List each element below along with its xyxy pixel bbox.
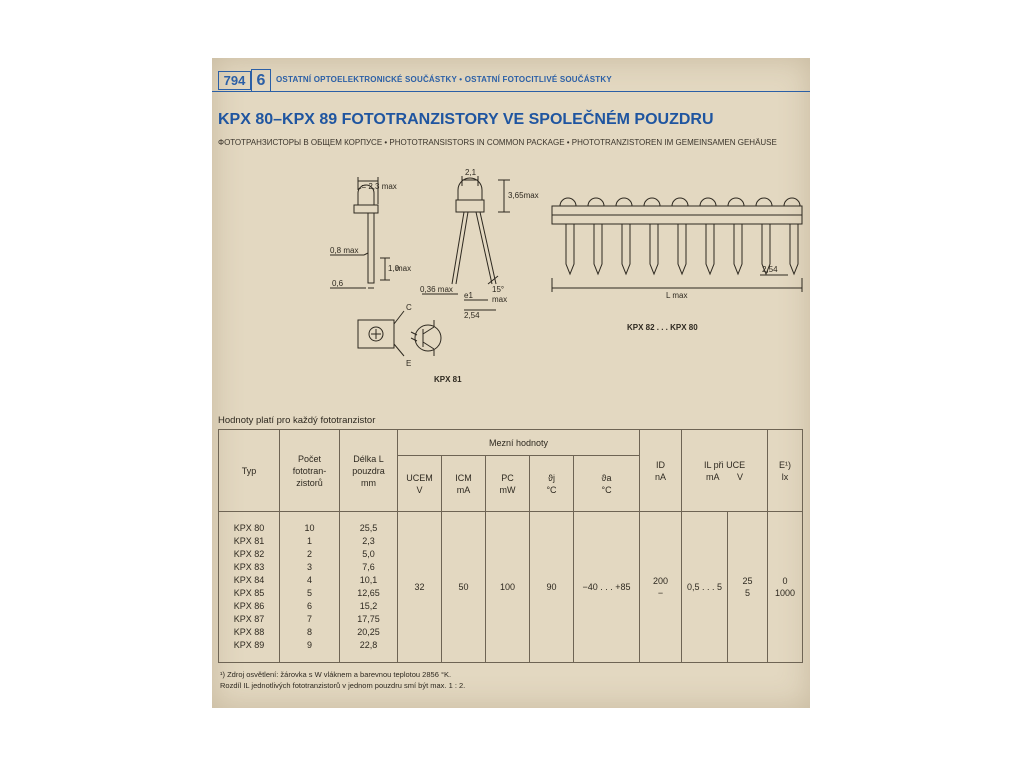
count-row: 9 [306, 639, 312, 650]
il-value: 0,5 . . . 5 [682, 512, 728, 663]
page-title: KPX 80–KPX 89 FOTOTRANZISTORY VE SPOLEČNÉM POUZDRU [218, 111, 714, 128]
header-icm: ICM mA [442, 456, 486, 512]
type-row: KPX 84 [233, 575, 265, 586]
dim-08: 0,8 max [330, 246, 359, 255]
count-row: 4 [306, 575, 312, 586]
count-row: 10 [304, 523, 315, 534]
count-row: 7 [306, 613, 312, 624]
length-row: 12,65 [357, 588, 380, 598]
header-il: IL při UCE mA V [682, 430, 768, 512]
header-id: ID nA [640, 430, 682, 512]
counts-cell [280, 512, 340, 663]
front-view-body [456, 200, 484, 212]
side-view-body [354, 205, 378, 213]
dim-21: 2,1 [465, 168, 477, 177]
dim-15-max: max [492, 295, 508, 304]
footnote [220, 669, 465, 691]
count-row: 3 [306, 562, 312, 573]
count-row: 2 [306, 549, 312, 560]
dim-036: 0,36 max [420, 285, 453, 294]
header-ucem: UCEM V [398, 456, 442, 512]
header-pc: PC mW [486, 456, 530, 512]
array-elements [560, 198, 800, 274]
count-row: 8 [306, 626, 312, 637]
length-row: 10,1 [359, 575, 378, 586]
icm-value: 50 [442, 512, 486, 663]
dim-L: L= 2,3 max [357, 182, 397, 191]
header-e: E¹) lx [768, 430, 803, 512]
transistor-symbol [415, 325, 441, 351]
header-mezni-hodnoty: Mezní hodnoty [398, 430, 640, 456]
side-view-lead [368, 213, 374, 283]
count-row: 1 [306, 536, 312, 547]
table-note: Hodnoty platí pro každý fototranzistor [218, 415, 376, 426]
running-head: OSTATNÍ OPTOELEKTRONICKÉ SOUČÁSTKY • OSTATNÍ FOTOCITLIVÉ SOUČÁSTKY [276, 75, 612, 84]
type-row: KPX 83 [233, 562, 265, 573]
tj-value: 90 [530, 512, 574, 663]
dim-06: 0,6 [332, 279, 344, 288]
length-row: 5,0 [362, 549, 375, 560]
uce-value: 25 5 [728, 512, 768, 663]
header-delka: Délka L pouzdra mm [340, 430, 398, 512]
section-number: 6 [251, 69, 271, 92]
type-row: KPX 87 [233, 613, 265, 624]
type-row: KPX 88 [233, 626, 265, 637]
count-row: 5 [306, 588, 312, 598]
dim-Lmax: L max [666, 291, 688, 300]
type-row: KPX 89 [233, 639, 265, 650]
dim-254-array: 2,54 [762, 265, 778, 274]
length-row: 22,8 [359, 639, 378, 650]
footnote-line-1: ¹) Zdroj osvětlení: žárovka s W vláknem a barevnou teplotou 2856 °K. [220, 670, 452, 679]
type-row: KPX 82 [233, 549, 265, 560]
ta-value: −40 . . . +85 [574, 512, 640, 663]
spec-table [218, 429, 803, 663]
e-value: 0 1000 [768, 512, 803, 663]
dim-365: 3,65max [508, 191, 539, 200]
lengths-cell [340, 512, 398, 663]
pin-label-c: C [406, 303, 412, 312]
type-row: KPX 81 [233, 536, 265, 547]
dim-254: 2,54 [464, 311, 480, 320]
type-row: KPX 86 [233, 600, 265, 611]
id-value: 200 − [640, 512, 682, 663]
type-row: KPX 80 [233, 523, 265, 534]
pin-label-e: E [406, 359, 412, 368]
dim-max: max [396, 264, 412, 273]
catalog-page [212, 58, 810, 708]
header-pocet: Počet fototran- zistorů [280, 430, 340, 512]
pc-value: 100 [486, 512, 530, 663]
length-row: 20,25 [357, 626, 380, 637]
dim-e1: e1 [464, 291, 473, 300]
length-row: 25,5 [359, 523, 378, 534]
types-cell [219, 512, 280, 663]
footnote-line-2: Rozdíl IL jednotlivých fototranzistorů v jednom pouzdru smí být max. 1 : 2. [220, 681, 466, 690]
page-subtitle: ФОТОТРАНЗИСТОРЫ В ОБЩЕМ КОРПУСЕ • PHOTOTRANSISTORS IN COMMON PACKAGE • PHOTOTRANZISTOREN IM GEMEINSAMEN GEHÄUSE [218, 138, 777, 147]
dim-10: 1,0 [388, 264, 400, 273]
header-rule [212, 91, 810, 92]
header-tj: ϑj °C [530, 456, 574, 512]
ucem-value: 32 [398, 512, 442, 663]
length-row: 2,3 [362, 536, 375, 547]
type-row: KPX 85 [233, 588, 265, 598]
length-row: 7,6 [362, 562, 375, 573]
package-drawings [212, 168, 810, 398]
dim-15: 15° [492, 285, 505, 294]
header-ta: ϑa °C [574, 456, 640, 512]
header-typ: Typ [219, 430, 280, 512]
length-row: 15,2 [359, 600, 378, 611]
count-row: 6 [306, 600, 312, 611]
page-number: 794 [218, 71, 251, 90]
caption-kpx81: KPX 81 [434, 375, 462, 384]
caption-array: KPX 82 . . . KPX 80 [627, 323, 698, 332]
length-row: 17,75 [357, 613, 380, 624]
